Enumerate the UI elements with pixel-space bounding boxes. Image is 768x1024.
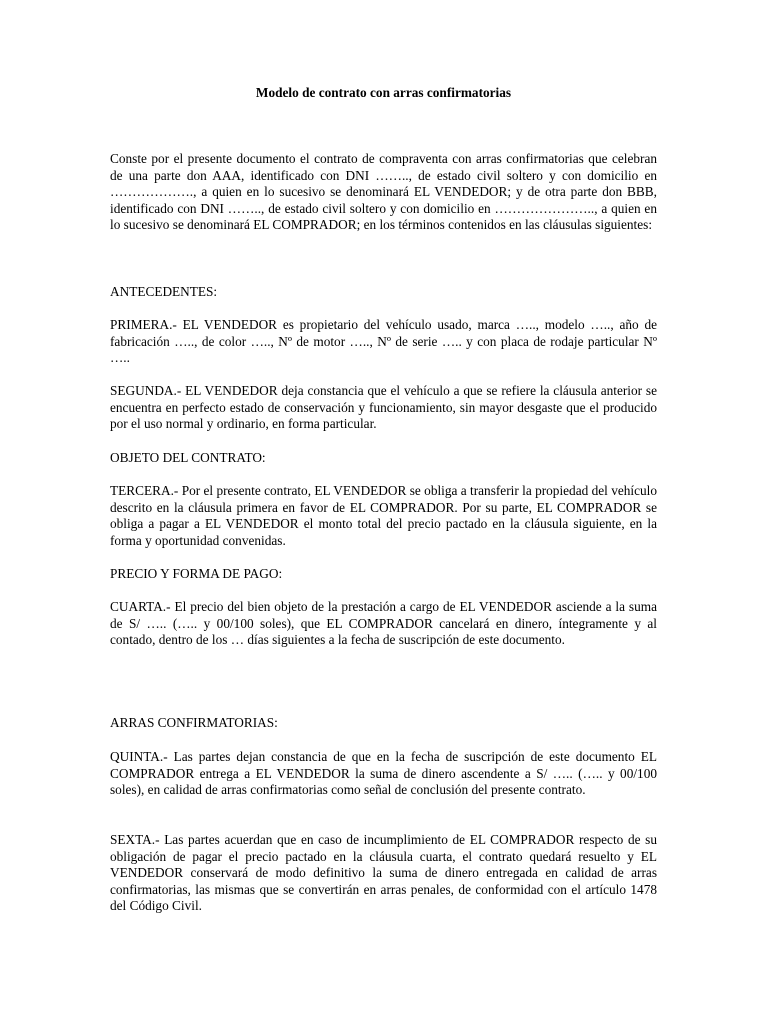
heading-objeto: OBJETO DEL CONTRATO: (110, 450, 266, 465)
document-title: Modelo de contrato con arras confirmatorias (255, 85, 512, 100)
heading-arras: ARRAS CONFIRMATORIAS: (110, 715, 278, 730)
heading-antecedentes: ANTECEDENTES: (110, 284, 218, 299)
clause-segunda: SEGUNDA.- EL VENDEDOR deja constancia que el vehículo a que se refiere la cláusula anterior se encuentra en perfecto estado de conservación y funcionamiento, sin mayor desgaste que el producido por el uso normal y ordinario, en forma particular. (110, 383, 657, 432)
heading-precio: PRECIO Y FORMA DE PAGO: (110, 566, 283, 581)
clause-sexta: SEXTA.- Las partes acuerdan que en caso de incumplimiento de EL COMPRADOR respecto de su obligación de pagar el precio pactado en la cláusula cuarta, el contrato quedará resuelto y EL VENDEDOR conservará de modo definitivo la suma de dinero entregada en calidad de arras confirmatorias, las mismas que se convertirán en arras penales, de conformidad con el artículo 1478 del Código Civil. (110, 832, 657, 914)
intro-paragraph: Conste por el presente documento el contrato de compraventa con arras confirmatorias que celebran de una parte don AAA, identificado con DNI …….., de estado civil soltero y con domicilio en ………………., a quien en lo sucesivo se denominará EL VENDEDOR; y de otra parte don BBB, identificado con DNI …….., de estado civil soltero y con domicilio en ………………….., a quien en lo sucesivo se denominará EL COMPRADOR; en los términos contenidos en las cláusulas siguientes: (110, 151, 657, 233)
clause-primera: PRIMERA.- EL VENDEDOR es propietario del vehículo usado, marca ….., modelo ….., año de fabricación ….., de color ….., Nº de motor ….., Nº de serie ….. y con placa de rodaje particular Nº ….. (110, 317, 657, 366)
clause-cuarta: CUARTA.- El precio del bien objeto de la prestación a cargo de EL VENDEDOR asciende a la suma de S/ ….. (….. y 00/100 soles), que EL COMPRADOR cancelará en dinero, íntegramente y al contado, dentro de los … días siguientes a la fecha de suscripción de este documento. (110, 599, 657, 648)
clause-tercera: TERCERA.- Por el presente contrato, EL VENDEDOR se obliga a transferir la propiedad del vehículo descrito en la cláusula primera en favor de EL COMPRADOR. Por su parte, EL COMPRADOR se obliga a pagar a EL VENDEDOR el monto total del precio pactado en la cláusula siguiente, en la forma y oportunidad convenidas. (110, 483, 657, 548)
clause-quinta: QUINTA.- Las partes dejan constancia de que en la fecha de suscripción de este documento EL COMPRADOR entrega a EL VENDEDOR la suma de dinero ascendente a S/ ….. (….. y 00/100 soles), en calidad de arras confirmatorias como señal de conclusión del presente contrato. (110, 749, 657, 798)
